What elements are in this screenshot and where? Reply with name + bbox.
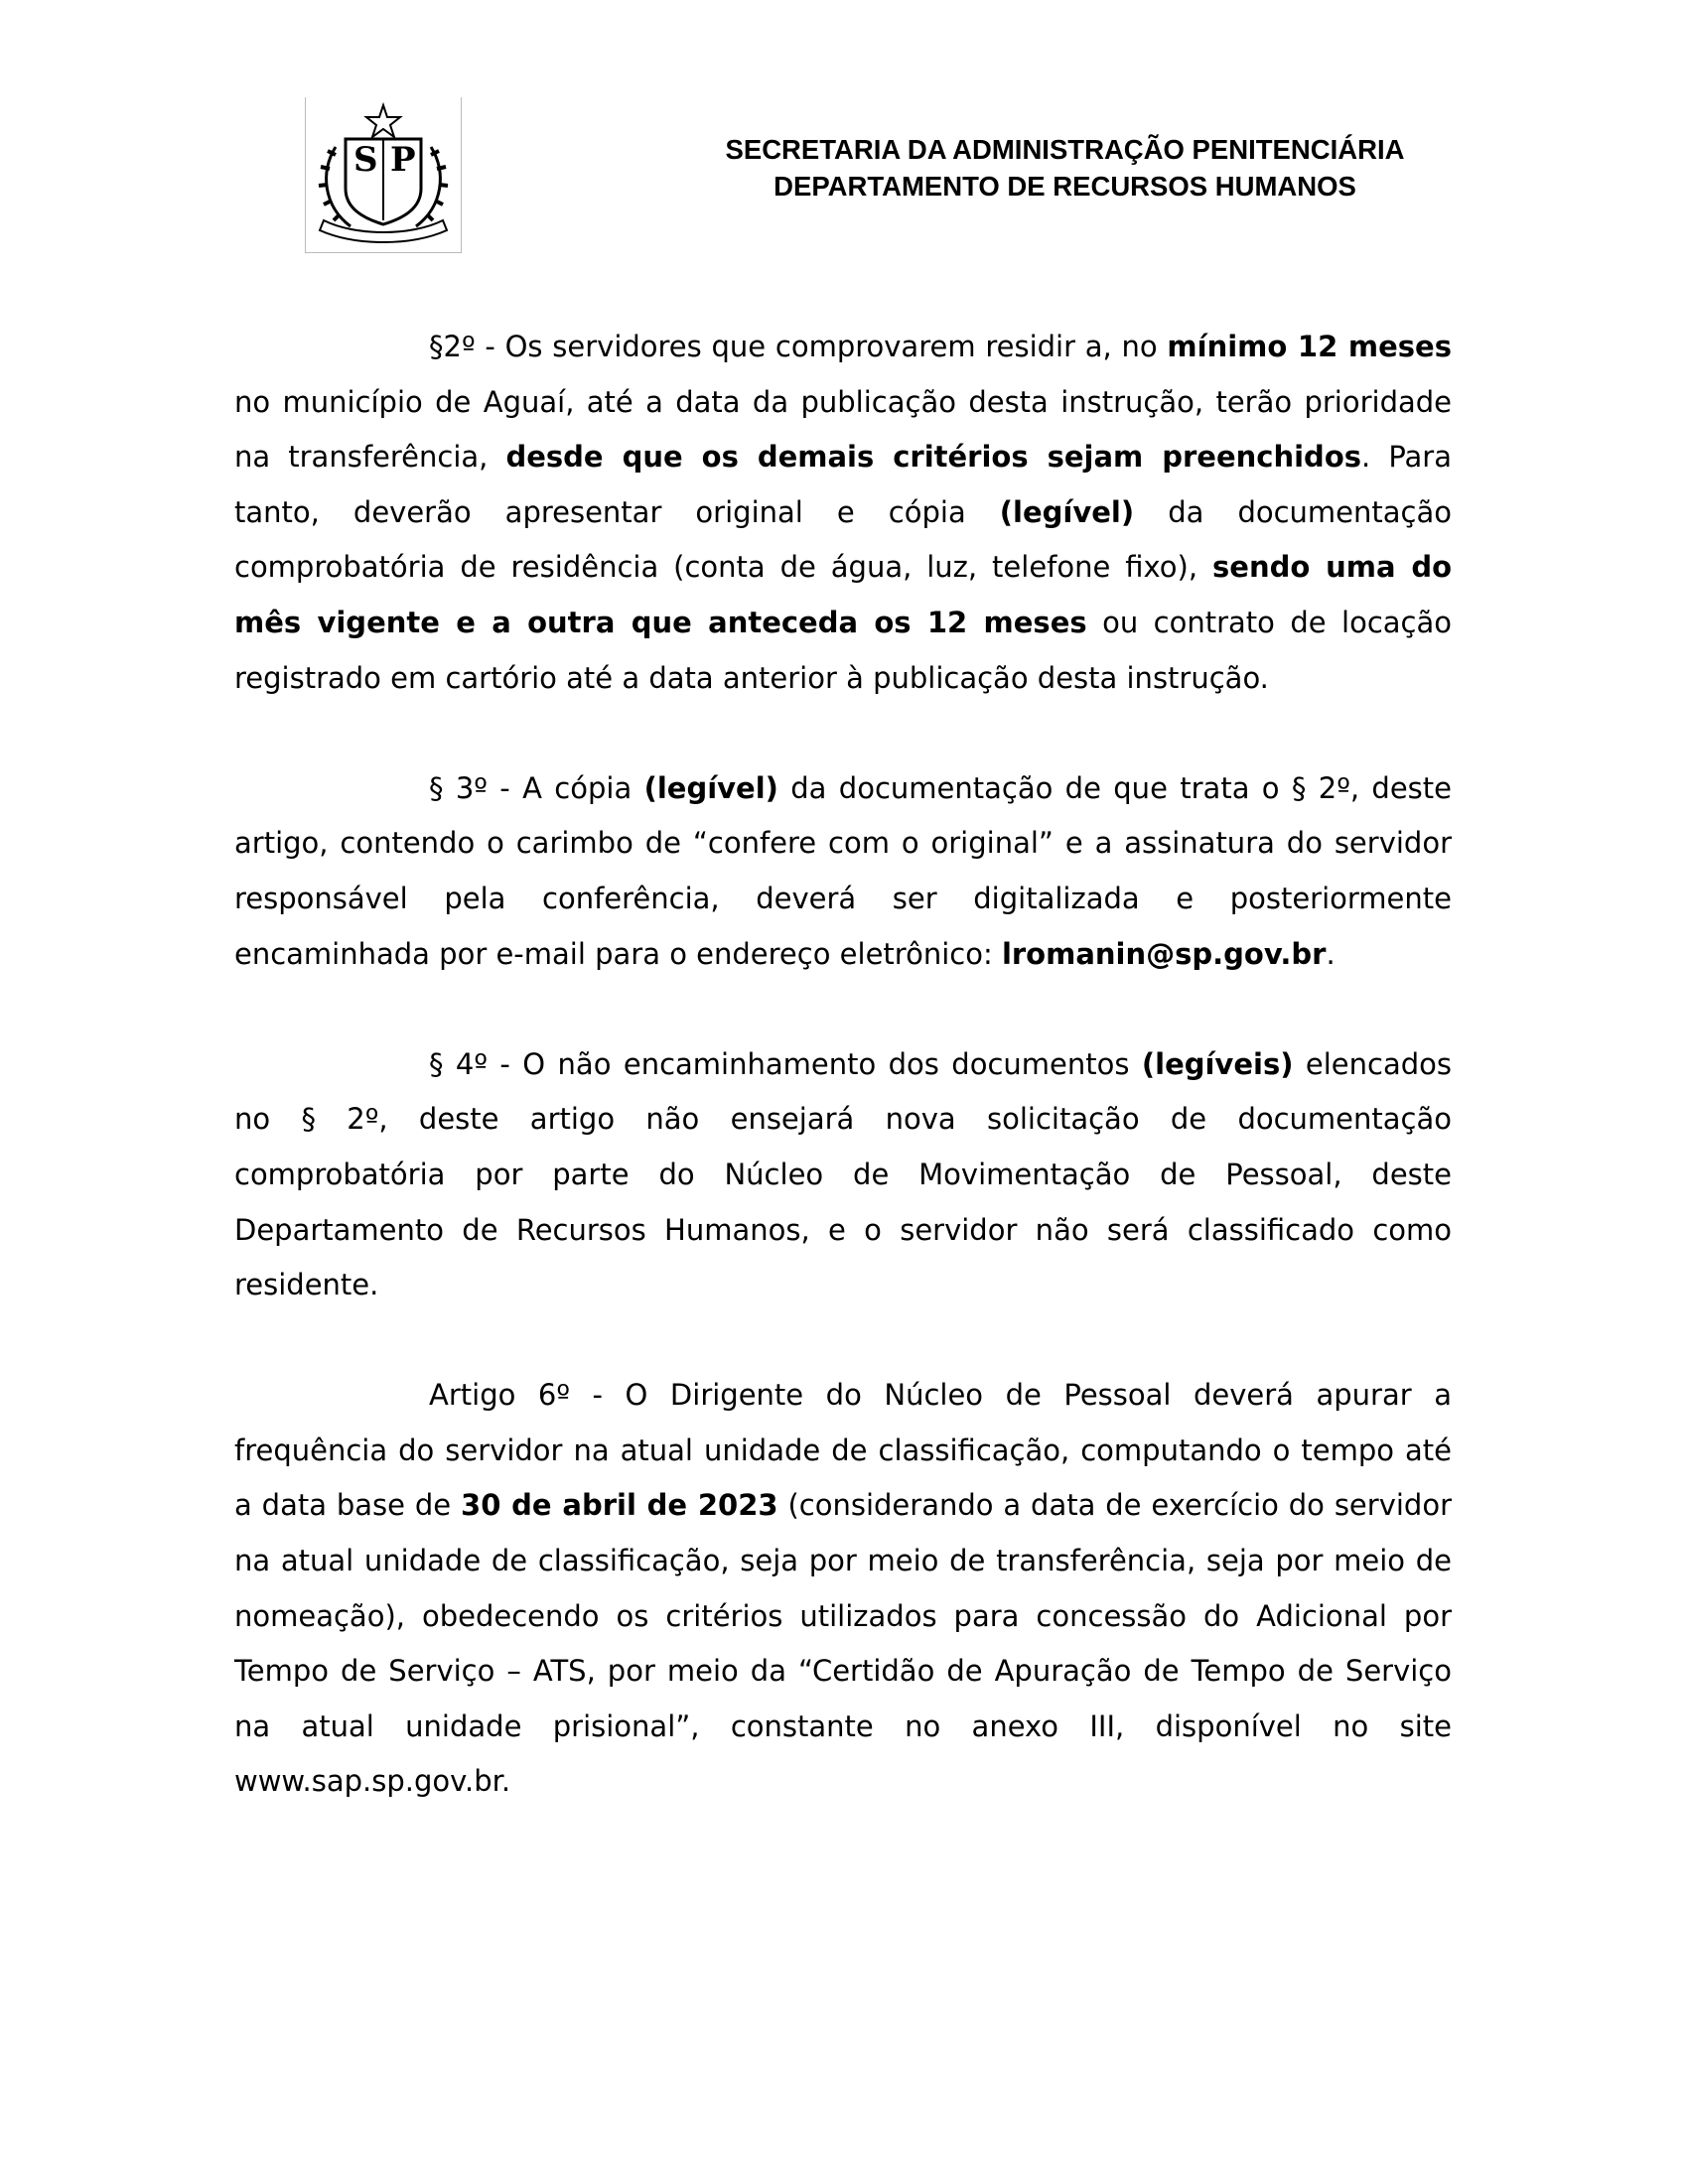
paragraph-3-bold: (legível)	[643, 770, 778, 805]
paragraph-4-run: § 4º - O não encaminhamento dos documentos	[429, 1046, 1142, 1081]
article-6-run: Artigo 6º - O Dirigente do Núcleo de Pessoal deverá apurar a frequência do servidor na atual unidade de classificação, computando o tempo até a data base de	[234, 1378, 1452, 1523]
paragraph-2	[234, 320, 1452, 706]
paragraph-3-run: § 3º - A cópia	[429, 770, 644, 805]
paragraph-2-run: §2º - Os servidores que comprovarem residir a, no	[429, 330, 1168, 363]
article-6	[234, 1368, 1452, 1810]
coat-of-arms-logo	[305, 97, 462, 253]
paragraph-4	[234, 1037, 1452, 1313]
paragraph-2-bold: mínimo 12 meses	[1167, 330, 1452, 363]
article-6-run: (considerando a data de exercício do servidor na atual unidade de classificação, seja por meio de transferência, seja por meio de nomeação), obedecendo os critérios utilizados para concessão do Adicional por Tempo de Serviço – ATS, por meio da “Certidão de Apuração de Tempo de Serviço na atual unidade prisional”, constante no anexo III, disponível no site www.sap.sp.gov.br.	[234, 1488, 1452, 1799]
paragraph-2-run: . Para tanto, deverão apresentar original e cópia	[234, 440, 1452, 529]
paragraph-4-run: elencados no § 2º, deste artigo não ensejará nova solicitação de documentação comprobatória por parte do Núcleo de Movimentação de Pessoal, deste Departamento de Recursos Humanos, e o servidor não será classificado como residente.	[234, 1046, 1452, 1302]
paragraph-2-bold: sendo uma do mês vigente e a outra que anteceda os 12 meses	[234, 550, 1452, 639]
header-secretariat: SECRETARIA DA ADMINISTRAÇÃO PENITENCIÁRIA	[725, 134, 1405, 165]
paragraph-2-run: da documentação comprobatória de residência (conta de água, luz, telefone fixo),	[234, 494, 1452, 585]
document-header	[536, 131, 1594, 205]
header-department: DEPARTAMENTO DE RECURSOS HUMANOS	[774, 171, 1356, 202]
paragraph-3-run: da documentação de que trata o § 2º, deste artigo, contendo o carimbo de “confere com o original” e a assinatura do servidor responsável pela conferência, deverá ser digitalizada e posteriormente encaminhada por e-mail para o endereço eletrônico:	[234, 770, 1452, 971]
sao-paulo-crest-icon	[306, 97, 461, 252]
paragraph-2-bold: desde que os demais critérios sejam preenchidos	[505, 440, 1362, 475]
paragraph-2-run: ou contrato de locação registrado em cartório até a data anterior à publicação desta instrução.	[234, 605, 1452, 695]
paragraph-4-bold: (legíveis)	[1141, 1046, 1294, 1081]
paragraph-2-run: no município de Aguaí, até a data da publicação desta instrução, terão prioridade na transferência,	[234, 384, 1452, 475]
document-body	[234, 320, 1452, 1810]
paragraph-3	[234, 761, 1452, 982]
paragraph-2-bold: (legível)	[999, 494, 1135, 529]
article-6-date: 30 de abril de 2023	[461, 1488, 778, 1523]
paragraph-3-run: .	[1326, 936, 1336, 971]
email-address: lromanin@sp.gov.br	[1001, 936, 1327, 971]
crest-letter-p: P	[390, 140, 416, 180]
crest-letter-s: S	[353, 140, 378, 180]
